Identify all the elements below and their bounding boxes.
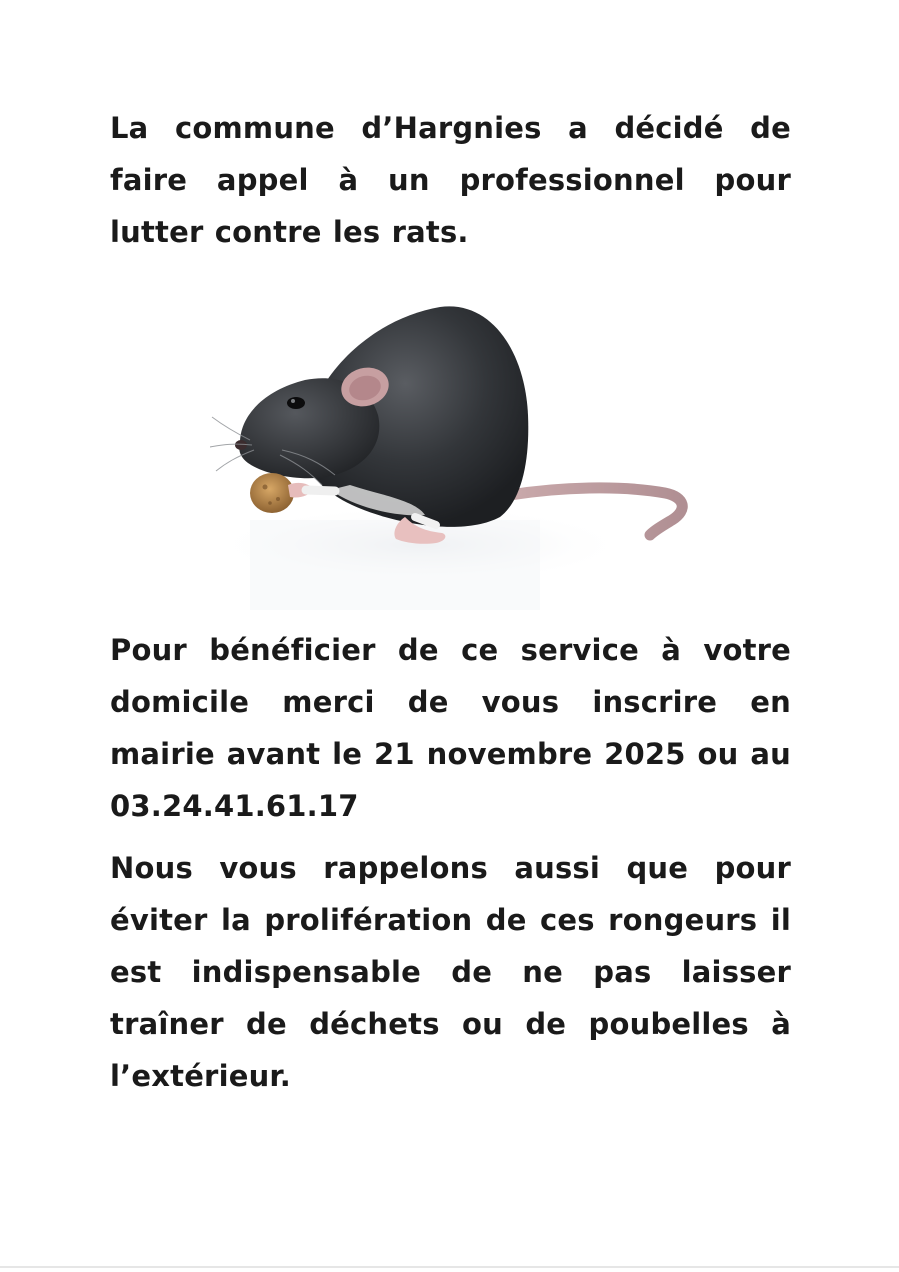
- scan-edge-line: [0, 1266, 899, 1268]
- registration-paragraph: Pour bénéficier de ce service à votre domicile merci de vous inscrire en mairie avant le 21 novembre 2025 ou au 03.24.41.61.17: [110, 633, 791, 823]
- rat-eye: [287, 397, 305, 409]
- rat-nose: [235, 440, 247, 450]
- reminder-paragraph: Nous vous rappelons aussi que pour éviter la prolifération de ces rongeurs il est indispensable de ne pas laisser traîner de déchets ou de poubelles à l’extérieur.: [110, 851, 791, 1093]
- food-pellet: [250, 473, 294, 513]
- rat-illustration: [210, 295, 700, 615]
- intro-paragraph: La commune d’Hargnies a décidé de faire appel à un professionnel pour lutter contre les rats.: [110, 111, 791, 249]
